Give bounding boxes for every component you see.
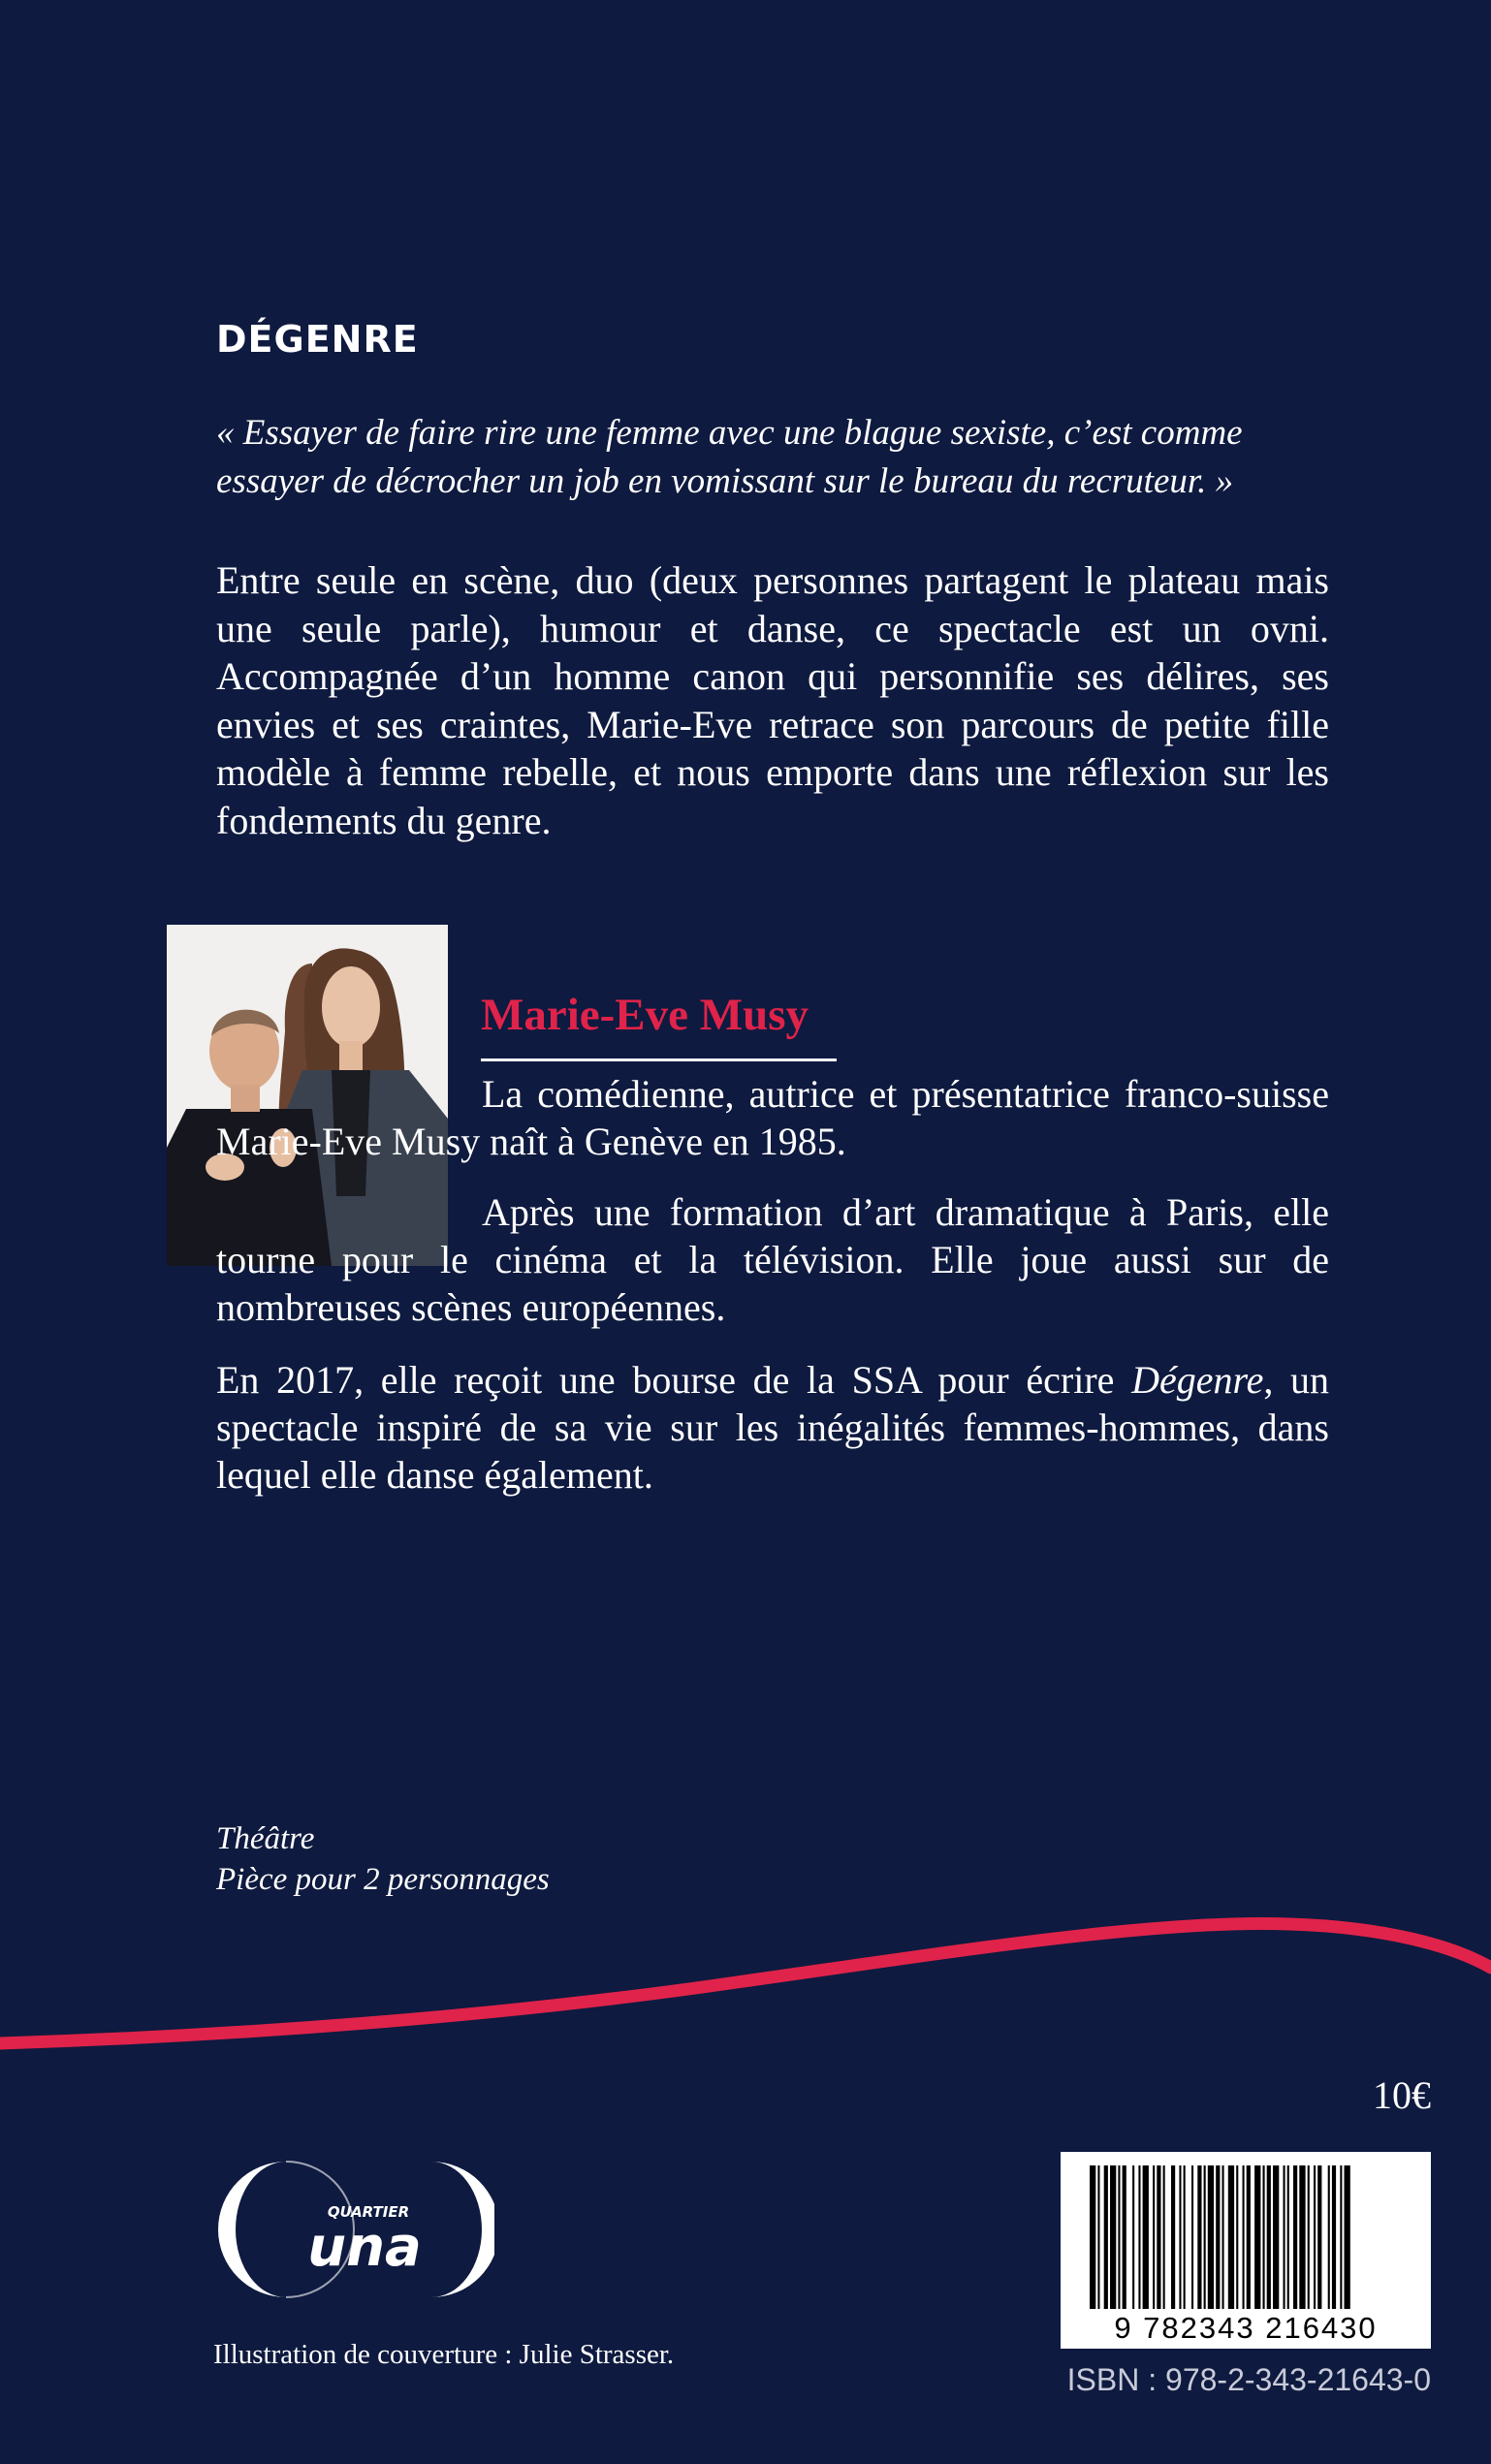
- barcode-bar: [1104, 2165, 1108, 2309]
- barcode: [1061, 2152, 1431, 2349]
- barcode-bar: [1308, 2165, 1310, 2309]
- barcode-bar: [1216, 2165, 1220, 2309]
- barcode-bar: [1123, 2165, 1126, 2309]
- isbn: ISBN : 978-2-343-21643-0: [1066, 2362, 1431, 2397]
- author-bio-2: Après une formation d’art dramatique à Paris, elle tourne pour le cinéma et la télévision. Elle joue aussi sur de nombreuses scènes européennes.: [216, 1190, 1329, 1329]
- barcode-bar: [1284, 2165, 1285, 2309]
- author-bio-3-end: , un spectacle inspiré de sa vie sur les inégalités femmes-hommes, dans lequel elle danse également.: [216, 1358, 1329, 1497]
- barcode-bar: [1317, 2165, 1321, 2309]
- barcode-bar: [1208, 2165, 1214, 2309]
- barcode-bar: [1171, 2165, 1175, 2309]
- barcode-bar: [1163, 2165, 1165, 2309]
- barcode-bar: [1328, 2165, 1330, 2309]
- barcode-graphic: [1061, 2152, 1431, 2349]
- barcode-bar: [1267, 2165, 1271, 2309]
- publisher-logo: [213, 2157, 494, 2302]
- barcode-bar: [1191, 2165, 1193, 2309]
- barcode-bar: [1287, 2165, 1289, 2309]
- barcode-bar: [1090, 2165, 1095, 2309]
- author-bio-3-start: En 2017, elle reçoit une bourse de la SSA pour écrire: [216, 1358, 1132, 1402]
- author-name: Marie-Eve Musy: [481, 990, 809, 1040]
- barcode-bar: [1118, 2165, 1120, 2309]
- logo-top-text: QUARTIER: [327, 2203, 410, 2221]
- barcode-bar: [1143, 2165, 1149, 2309]
- barcode-bar: [1236, 2165, 1238, 2309]
- barcode-bar: [1110, 2165, 1116, 2309]
- barcode-bar: [1157, 2165, 1160, 2309]
- barcode-bar: [1184, 2165, 1186, 2309]
- genre-info: [216, 1818, 550, 1900]
- barcode-bar: [1314, 2165, 1316, 2309]
- barcode-bar: [1263, 2165, 1265, 2309]
- barcode-bar: [1254, 2165, 1260, 2309]
- cast-line: Pièce pour 2 personnages: [216, 1862, 550, 1897]
- barcode-bar: [1197, 2165, 1201, 2309]
- barcode-bar: [1247, 2165, 1251, 2309]
- price: 10€: [1373, 2073, 1431, 2117]
- cover-credit: Illustration de couverture : Julie Strasser.: [213, 2339, 675, 2370]
- barcode-bar: [1243, 2165, 1245, 2309]
- book-title: DÉGENRE: [216, 318, 419, 361]
- decorative-wave: [0, 1900, 1491, 2065]
- barcode-bar: [1299, 2165, 1305, 2309]
- genre-line: Théâtre: [216, 1821, 315, 1856]
- barcode-bar: [1138, 2165, 1140, 2309]
- epigraph-quote: « Essayer de faire rire une femme avec une blague sexiste, c’est comme essayer de décrocher un job en vomissant sur le bureau du recruteur. »: [216, 413, 1243, 501]
- barcode-bar: [1345, 2165, 1350, 2309]
- barcode-bar: [1340, 2165, 1342, 2309]
- barcode-bar: [1273, 2165, 1279, 2309]
- barcode-digits: 9 782343 216430: [1114, 2311, 1378, 2345]
- barcode-bar: [1097, 2165, 1099, 2309]
- author-bio-1: La comédienne, autrice et présentatrice franco-suisse Marie-Eve Musy naît à Genève en 1985.: [216, 1072, 1329, 1163]
- barcode-bar: [1222, 2165, 1224, 2309]
- barcode-bar: [1179, 2165, 1181, 2309]
- barcode-bar: [1132, 2165, 1134, 2309]
- barcode-bar: [1228, 2165, 1234, 2309]
- author-name-underline: [481, 1058, 837, 1061]
- barcode-bar: [1332, 2165, 1336, 2309]
- barcode-bar: [1153, 2165, 1155, 2309]
- author-bio-3: [216, 1356, 1329, 1499]
- synopsis-paragraph: Entre seule en scène, duo (deux personnes partagent le plateau mais une seule parle), humour et danse, ce spectacle est un ovni. Accompagnée d’un homme canon qui personnifie ses délires, ses envies et ses craintes, Marie-Eve retrace son parcours de petite fille modèle à femme rebelle, et nous emporte dans une réflexion sur les fondements du genre.: [216, 558, 1329, 842]
- barcode-bar: [1204, 2165, 1206, 2309]
- moon-logo-icon: [213, 2157, 494, 2302]
- logo-main-text: una: [307, 2216, 422, 2279]
- barcode-bar: [1293, 2165, 1297, 2309]
- author-bio-3-title: Dégenre: [1131, 1358, 1264, 1402]
